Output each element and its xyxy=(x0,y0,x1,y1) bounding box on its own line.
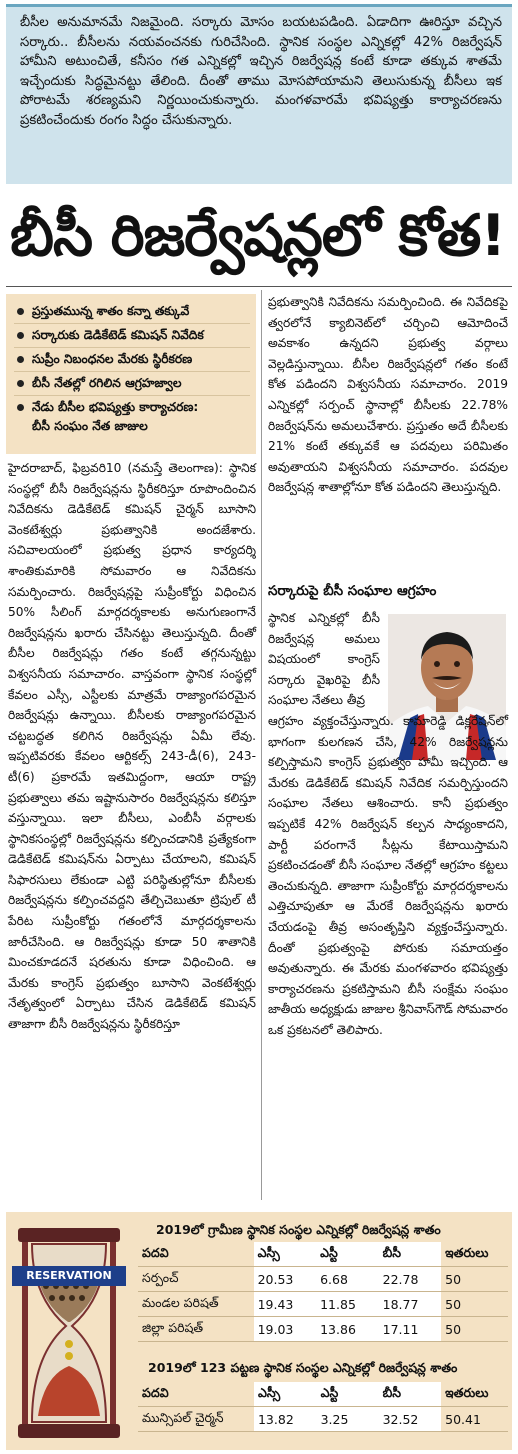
table-cell: 50 xyxy=(441,1267,508,1292)
table-header-cell: బీసీ xyxy=(379,1242,442,1267)
table1 xyxy=(138,1242,508,1342)
body-right-text: ప్రభుత్వానికి నివేదికను సమర్పించింది. ఈ నివేదికపై త్వరలోనే క్యాబినెట్‌లో చర్చించి ఆమోదించే అవకాశం ఉన్నదని ప్రభుత్వ వర్గాలు వెల్లడిస్తున్నాయి. బీసీల రిజర్వేషన్లలో గతం కంటే కోత పడిందని విశ్వసనీయ సమాచారం. 2019 ఎన్నికల్లో సర్పంచ్ స్థానాల్లో బీసీలకు 22.78% రిజర్వేషన్‌ను అమలుచేశారు. ప్రస్తుతం అదే బీసీలకు 21% కంటే తక్కువకే ఆ పదవులు పరిమితం అవుతాయని విశ్వసనీయ సమాచారం. పదవుల రిజర్వేషన్ల శాతాల్లోనూ కోత పడిందని తెలుస్తున్నది. xyxy=(268,295,508,495)
subheading: సర్కారుపై బీసీ సంఘాల ఆగ్రహం xyxy=(268,583,437,599)
table-cell: 6.68 xyxy=(316,1267,379,1292)
article-body-right xyxy=(268,292,508,498)
body-right2-narrow-text: స్థానిక ఎన్నికల్లో బీసీ రిజర్వేషన్ల అమలు విషయంలో కాంగ్రెస్ సర్కారు వైఖరిపై బీసీ సంఘాల నేతలు తీవ్ర xyxy=(268,611,380,708)
table-cell: సర్పంచ్ xyxy=(138,1267,254,1292)
table-cell: 20.53 xyxy=(254,1267,317,1292)
table-header-row xyxy=(138,1382,508,1407)
highlights-box xyxy=(6,294,256,454)
table-row xyxy=(138,1407,508,1432)
table-cell: 11.85 xyxy=(316,1292,379,1317)
table-header-cell: పదవి xyxy=(138,1242,254,1267)
highlight-item: సర్కారుకు డెడికేటెడ్ కమిషన్ నివేదిక xyxy=(14,324,250,348)
table1-title: 2019లో గ్రామీణ స్థానిక సంస్థల ఎన్నికల్లో రిజర్వేషన్ల శాతం xyxy=(156,1222,441,1237)
table-header-cell: పదవి xyxy=(138,1382,254,1407)
body-right2-text: ఆగ్రహం వ్యక్తంచేస్తున్నారు. కామారెడ్డి డిక్లరేషన్‌లో భాగంగా కులగణన చేసి, 42% రిజర్వేషన్లను కల్పిస్తామని కాంగ్రెస్ ప్రభుత్వం హామీ ఇచ్చింది. ఆ మేరకు డెడికేటెడ్ కమిషన్ నివేదిక సమర్పిస్తుందని సంఘాల నేతలు ఆశించారు. కానీ ప్రభుత్వం ఇప్పటికే 42% రిజర్వేషన్ కల్పన సాధ్యంకాదని, పార్టీ పరంగానే సీట్లను కేటాయిస్తామని ప్రకటించడంతో బీసీ సంఘాల నేతల్లో ఆగ్రహం కట్టలు తెంచుకున్నది. తాజాగా సుప్రీంకోర్టు మార్గదర్శకాలను ఎత్తిచూపుతూ ఆ మేరకే రిజర్వేషన్లను ఖరారు చేయడంపై తీవ్ర అసంతృప్తిని వ్యక్తంచేస్తున్నారు. దీంతో ప్రభుత్వంపై పోరుకు సమాయత్తం అవుతున్నారు. ఈ మేరకు మంగళవారం భవిష్యత్తు కార్యాచరణను ప్రకటిస్తామని బీసీ సంక్షేమ సంఘం జాతీయ అధ్యక్షుడు జాజుల శ్రీనివాస్‌గౌడ్ సోమవారం ఒక ప్రకటనలో తెలిపారు. xyxy=(268,713,508,1037)
table-header-cell: ఎస్సీ xyxy=(254,1382,317,1407)
table-cell: జిల్లా పరిషత్ xyxy=(138,1317,254,1342)
table-cell: 50.41 xyxy=(441,1407,508,1432)
table-header-cell: ఎస్సీ xyxy=(254,1242,317,1267)
table-cell: 19.43 xyxy=(254,1292,317,1317)
highlight-item: నేడు బీసీల భవిష్యత్తు కార్యాచరణ: xyxy=(14,396,250,419)
highlight-item: బీసీ నేతల్లో రగిలిన ఆగ్రహజ్వాల xyxy=(14,372,250,396)
headline-divider xyxy=(6,286,512,287)
table-cell: 18.77 xyxy=(379,1292,442,1317)
table-cell: 13.86 xyxy=(316,1317,379,1342)
body-left-text: హైదరాబాద్, ఫిబ్రవరి10 (నమస్తే తెలంగాణ): స్థానిక సంస్థల్లో బీసీ రిజర్వేషన్లను స్థిరీకరిస్తూ రూపొందించిన నివేదికను డెడికేటెడ్ కమిషన్ చైర్మన్ బూసాని వెంకటేశ్వర్లు ప్రభుత్వానికి అందజేశారు. సచివాలయంలో ప్రభుత్వ ప్రధాన కార్యదర్శి శాంతికుమారికి సోమవారం ఆ నివేదికను సమర్పించారు. రిజర్వేషన్లపై సుప్రీంకోర్టు విధించిన 50% సీలింగ్ మార్గదర్శకాలకు అనుగుణంగానే రిజర్వేషన్లను ఖరారు చేసినట్టు తెలుస్తున్నది. దీంతో బీసీల రిజర్వేషన్లు గతం కంటే తగ్గనున్నట్టు విశ్వసనీయ సమాచారం. వాస్తవంగా స్థానిక సంస్థల్లో కేవలం ఎస్సీ, ఎస్టీలకు మాత్రమే రాజ్యాంగపరమైన రిజర్వేషన్లు ఉన్నాయి. బీసీలకు రాజ్యాంగపరమైన చట్టబద్ధత కలిగిన రిజర్వేషన్లు ఏమీ లేవు. ఇప్పటివరకు కేవలం ఆర్టికల్స్ 243-డీ(6), 243-టీ(6) ప్రకారమే ఇతమిద్దంగా, ఆయా రాష్ట్ర ప్రభుత్వాలు తమ ఇష్టానుసారం రిజర్వేషన్లను కలిస్తూ వస్తున్నాయి. ఇలా బీసీలు, ఎంబీసీ వర్గాలకు స్థానికసంస్థల్లో రిజర్వేషన్లను కల్పించడానికి ప్రత్యేకంగా డెడికేటెడ్ కమిషన్‌ను ఏర్పాటు చేయాలని, కమిషన్ సిఫారసులు లేకుండా ఎట్టి పరిస్థితుల్లోనూ బీసీలకు రిజర్వేషన్లను కల్పించవద్దని తేల్చిచెబుతూ ట్రిపుల్ టీ పేరిట సుప్రీంకోర్టు గతంలోనే మార్గదర్శకాలను జారీచేసింది. ఆ రిజర్వేషన్లు కూడా 50 శాతానికి మించకూడదనే షరతును కూడా విధించింది. ఆ మేరకు కాంగ్రెస్ ప్రభుత్వం బూసాని వెంకటేశ్వర్లు నేతృత్వంలో ఏర్పాటు చేసిన డెడికేటెడ్ కమిషన్ తాజాగా బీసీ రిజర్వేషన్లను స్థిరీకరిస్తూ xyxy=(8,461,256,1032)
table-cell: 22.78 xyxy=(379,1267,442,1292)
highlight-item: ప్రస్తుతమున్న శాతం కన్నా తక్కువే xyxy=(14,300,250,324)
table-row xyxy=(138,1317,508,1342)
table2 xyxy=(138,1382,508,1432)
table-header-cell: బీసీ xyxy=(379,1382,442,1407)
table-cell: మున్సిపల్ చైర్మన్ xyxy=(138,1407,254,1432)
table-cell: 50 xyxy=(441,1317,508,1342)
hourglass-reservation-graphic xyxy=(10,1226,128,1440)
article-body-right-lower xyxy=(268,608,508,1040)
table-header-cell: ఇతరులు xyxy=(441,1382,508,1407)
table-cell: 32.52 xyxy=(379,1407,442,1432)
column-divider xyxy=(261,290,262,1200)
highlight-item: బీసీ సంఘం నేత జాజుల xyxy=(32,419,148,433)
table-cell: 13.82 xyxy=(254,1407,317,1432)
table-cell: 50 xyxy=(441,1292,508,1317)
table-row xyxy=(138,1267,508,1292)
article-body-left xyxy=(8,458,256,1035)
highlight-item: సుప్రీం నిబంధనల మేరకు స్థిరీకరణ xyxy=(14,348,250,372)
lead-paragraph: బీసీల అనుమానమే నిజమైంది. సర్కారు మోసం బయటపడింది. ఏడాదిగా ఊరిస్తూ వచ్చిన సర్కారు.. బీసీలను నయవంచనకు గురిచేసింది. స్థానిక సంస్థల ఎన్నికల్లో 42% రిజర్వేషన్ హామీని అటుంచితే, కనీసం గత ఎన్నికల్లో ఇచ్చిన రిజర్వేషన్ల కంటే కూడా తక్కువ శాతమే ఇచ్చేందుకు సిద్ధమైనట్టు తేలింది. దీంతో తాము మోసపోయామని తెలుసుకున్న బీసీలు ఇక పోరాటమే శరణ్యమని నిర్ణయించుకున్నారు. మంగళవారమే భవిష్యత్తు కార్యాచరణను ప్రకటించేందుకు రంగం సిద్ధం చేసుకున్నారు. xyxy=(20,15,502,128)
table2-title: 2019లో 123 పట్టణ స్థానిక సంస్థల ఎన్నికల్లో రిజర్వేషన్ల శాతం xyxy=(148,1360,458,1375)
table-cell: మండల పరిషత్ xyxy=(138,1292,254,1317)
table-header-cell: ఎస్టీ xyxy=(317,1382,379,1407)
table-row xyxy=(138,1292,508,1317)
table-cell: 17.11 xyxy=(379,1317,442,1342)
table-header-cell: ఎస్టీ xyxy=(316,1242,379,1267)
graphic-label: RESERVATION xyxy=(26,1269,112,1282)
table-header-cell: ఇతరులు xyxy=(441,1242,508,1267)
headline: బీసీ రిజర్వేషన్లలో కోత! xyxy=(10,203,506,269)
table-header-row xyxy=(138,1242,508,1267)
lead-summary-box xyxy=(6,4,512,184)
reservation-tables-box xyxy=(6,1212,512,1450)
table-cell: 19.03 xyxy=(254,1317,317,1342)
table-cell: 3.25 xyxy=(317,1407,379,1432)
